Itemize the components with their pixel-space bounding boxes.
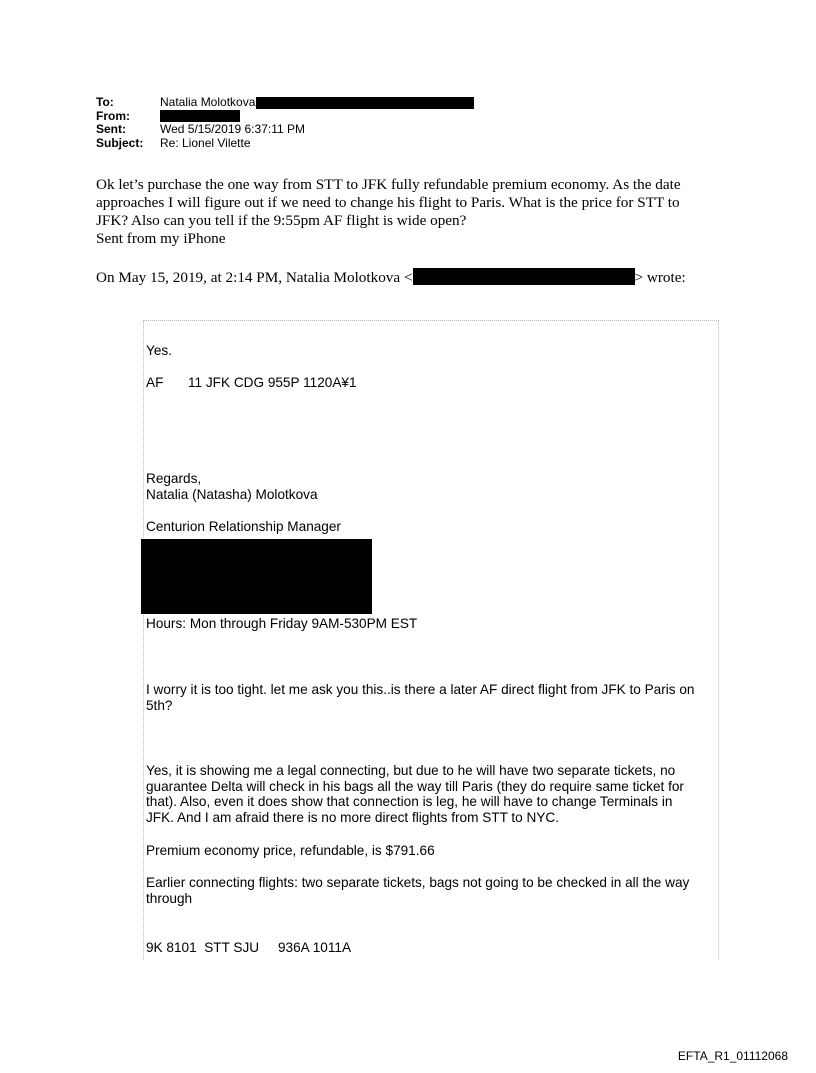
earlier-flights-paragraph bbox=[146, 875, 689, 906]
connection-line: that). Also, even it does show that connection is leg, he will have to change Terminals in bbox=[146, 794, 673, 810]
flight-details: 11 JFK CDG 955P 1120A¥1 bbox=[188, 375, 357, 390]
body-line: Ok let’s purchase the one way from STT to JFK fully refundable premium economy. As the date bbox=[96, 176, 681, 193]
sent-row bbox=[96, 123, 474, 137]
sent-label: Sent: bbox=[96, 122, 126, 136]
from-row bbox=[96, 110, 474, 124]
business-hours: Hours: Mon through Friday 9AM-530PM EST bbox=[146, 616, 418, 631]
redaction-signature-block bbox=[141, 539, 372, 614]
body-line: approaches I will figure out if we need to change his flight to Paris. What is the price for STT to bbox=[96, 194, 680, 211]
redaction-quote-email bbox=[413, 268, 635, 285]
from-label: From: bbox=[96, 108, 130, 123]
to-label: To: bbox=[96, 95, 114, 109]
earlier-line: Earlier connecting flights: two separate tickets, bags not going to be checked in all the way bbox=[146, 875, 690, 890]
quote-intro bbox=[96, 268, 686, 287]
signature-title: Centurion Relationship Manager bbox=[146, 519, 341, 534]
worry-line: I worry it is too tight. let me ask you this..is there a later AF direct flight from JFK to Paris on bbox=[146, 682, 695, 697]
body-line: JFK? Also can you tell if the 9:55pm AF flight is wide open? bbox=[96, 212, 467, 229]
quote-intro-suffix: > wrote: bbox=[634, 269, 686, 286]
signature-name: Natalia (Natasha) Molotkova bbox=[146, 487, 318, 502]
subject-row bbox=[96, 137, 474, 151]
to-value: Natalia Molotkova bbox=[160, 95, 256, 109]
quoted-message-frame bbox=[143, 320, 719, 960]
connection-line: Yes, it is showing me a legal connecting, but due to he will have two separate tickets, no bbox=[146, 763, 676, 778]
connection-line: guarantee Delta will check in his bags all the way till Paris (they do require same ticket for bbox=[146, 778, 684, 794]
premium-price: Premium economy price, refundable, is $791.66 bbox=[146, 843, 435, 858]
quoted-yes: Yes. bbox=[146, 343, 172, 358]
flight-line-af11 bbox=[146, 375, 357, 391]
sent-value: Wed 5/15/2019 6:37:11 PM bbox=[160, 122, 305, 136]
subject-value: Re: Lionel Vilette bbox=[160, 135, 251, 150]
quote-intro-prefix: On May 15, 2019, at 2:14 PM, Natalia Molotkova < bbox=[96, 269, 413, 286]
worry-paragraph bbox=[146, 682, 694, 713]
earlier-line: through bbox=[146, 890, 193, 906]
document-id: EFTA_R1_01112068 bbox=[677, 1049, 788, 1063]
redaction-from bbox=[160, 110, 240, 122]
connection-paragraph bbox=[146, 763, 684, 825]
flight-airline: AF bbox=[146, 375, 164, 390]
regards: Regards, bbox=[146, 471, 202, 486]
sent-from-line: Sent from my iPhone bbox=[96, 230, 226, 247]
flight-line-9k8101: 9K 8101 STT SJU 936A 1011A bbox=[146, 940, 352, 955]
redaction-to-email bbox=[256, 97, 474, 109]
email-body bbox=[96, 176, 724, 248]
subject-label: Subject: bbox=[96, 135, 144, 150]
email-header bbox=[96, 96, 474, 150]
connection-line: JFK. And I am afraid there is no more direct flights from STT to NYC. bbox=[146, 809, 559, 825]
to-row bbox=[96, 96, 474, 110]
worry-line: 5th? bbox=[146, 697, 173, 713]
